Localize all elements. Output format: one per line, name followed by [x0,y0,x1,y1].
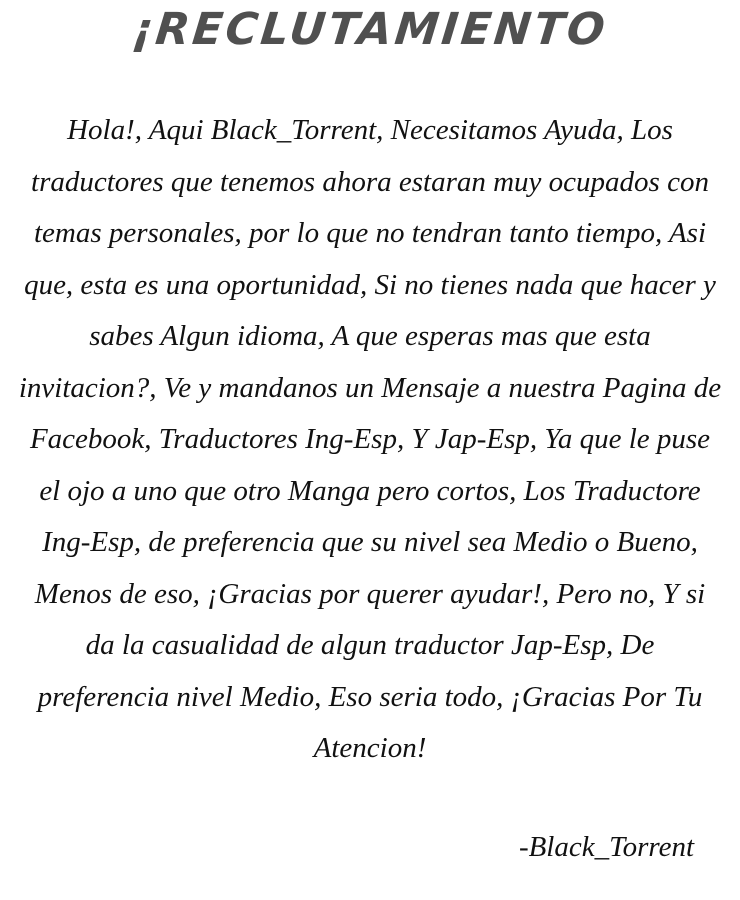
recruitment-message: Hola!, Aqui Black_Torrent, Necesitamos Ayuda, Los traductores que tenemos ahora estaran muy ocupados con temas personales, por lo que no tendran tanto tiempo, Asi que, esta es una oportunidad, Si no tienes nada que hacer y sabes Algun idioma, A que esperas mas que esta invitacion?, Ve y mandanos un Mensaje a nuestra Pagina de Facebook, Traductores Ing-Esp, Y Jap-Esp, Ya que le puse el ojo a uno que otro Manga pero cortos, Los Traductore Ing-Esp, de preferencia que su nivel sea Medio o Bueno, Menos de eso, ¡Gracias por querer ayudar!, Pero no, Y si da la casualidad de algun traductor Jap-Esp, De preferencia nivel Medio, Eso seria todo, ¡Gracias Por Tu Atencion! [18,114,722,764]
signature: -Black_Torrent [518,831,694,863]
page-title: ¡RECLUTAMIENTO [129,4,611,55]
